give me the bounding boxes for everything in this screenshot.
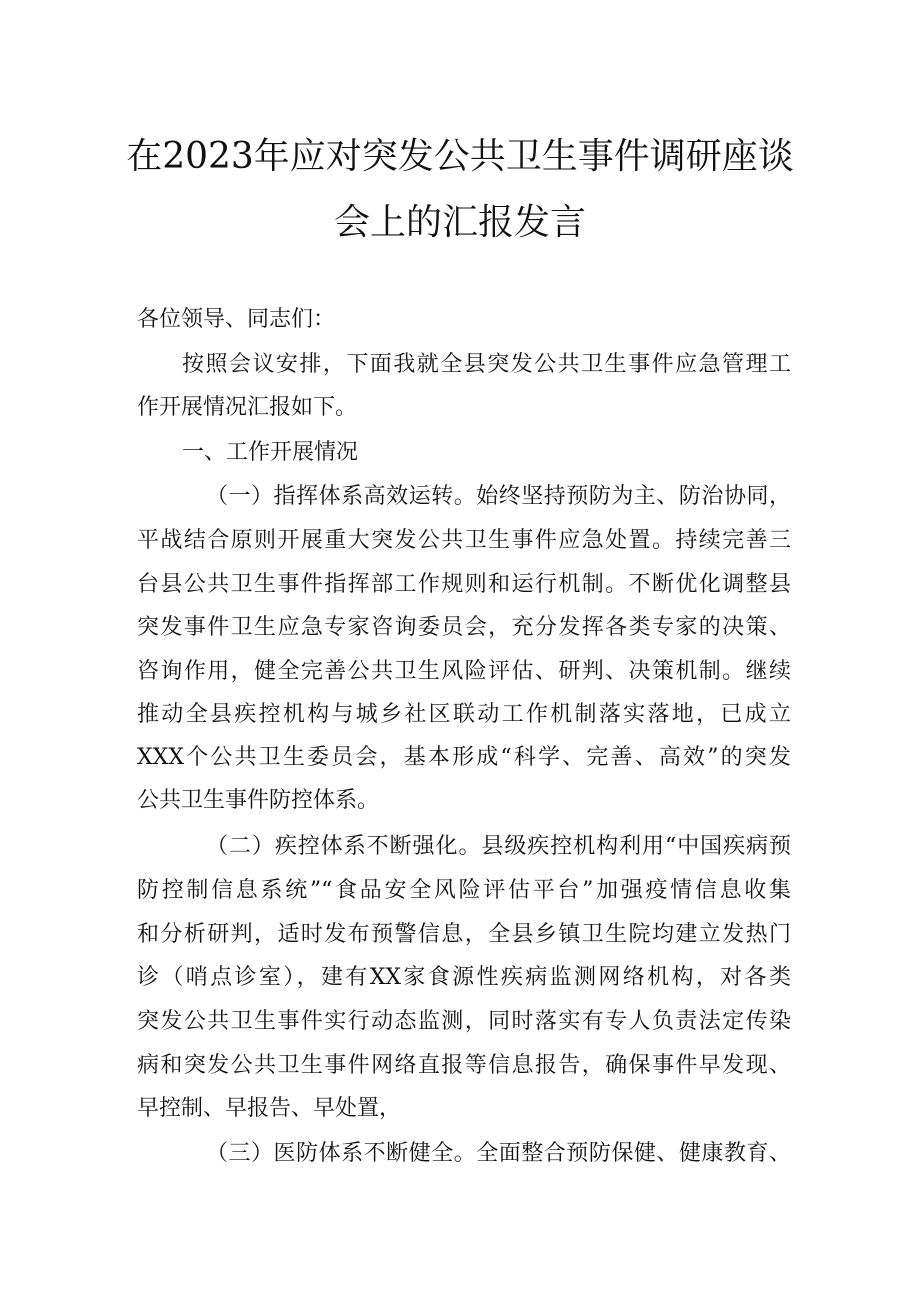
para2-line-1: （二）疾控体系不断强化。县级疾控机构利用“中国疾病预 [206,834,791,859]
para2-line-2: 防控制信息系统”“食品安全风险评估平台”加强疫情信息收集 [137,878,791,903]
para2-line-4: 诊（哨点诊室），建有XX家食源性疾病监测网络机构，对各类 [137,965,791,990]
para1-line-1: （一）指挥体系高效运转。始终坚持预防为主、防治协同， [206,484,791,509]
para1-line-8: 公共卫生事件防控体系。 [137,788,380,813]
document-title-line-1: 在2023年应对突发公共卫生事件调研座谈 [126,136,794,177]
para2-line-5: 突发公共卫生事件实行动态监测，同时落实有专人负责法定传染 [137,1009,791,1034]
para1-line-3: 台县公共卫生事件指挥部工作规则和运行机制。不断优化调整县 [137,572,791,597]
para1-line-6: 推动全县疾控机构与城乡社区联动工作机制落实落地，已成立 [137,702,791,727]
intro-line-2: 作开展情况汇报如下。 [137,395,358,420]
para1-line-4: 突发事件卫生应急专家咨询委员会，充分发挥各类专家的决策、 [137,615,791,640]
intro-line-1: 按照会议安排，下面我就全县突发公共卫生事件应急管理工 [182,352,791,377]
para1-line-5: 咨询作用，健全完善公共卫生风险评估、研判、决策机制。继续 [137,659,791,684]
para1-line-7: XXX个公共卫生委员会，基本形成“科学、完善、高效”的突发 [137,745,791,770]
section-heading: 一、工作开展情况 [182,440,359,465]
para3-line-1: （三）医防体系不断健全。全面整合预防保健、健康教育、 [206,1141,791,1166]
document-title-line-2: 会上的汇报发言 [333,202,586,243]
para2-line-7: 早控制、早报告、早处置， [137,1096,402,1121]
para2-line-6: 病和突发公共卫生事件网络直报等信息报告，确保事件早发现、 [137,1053,791,1078]
para1-line-2: 平战结合原则开展重大突发公共卫生事件应急处置。持续完善三 [137,528,791,553]
para2-line-3: 和分析研判，适时发布预警信息，全县乡镇卫生院均建立发热门 [137,922,791,947]
salutation: 各位领导、同志们： [137,307,336,332]
